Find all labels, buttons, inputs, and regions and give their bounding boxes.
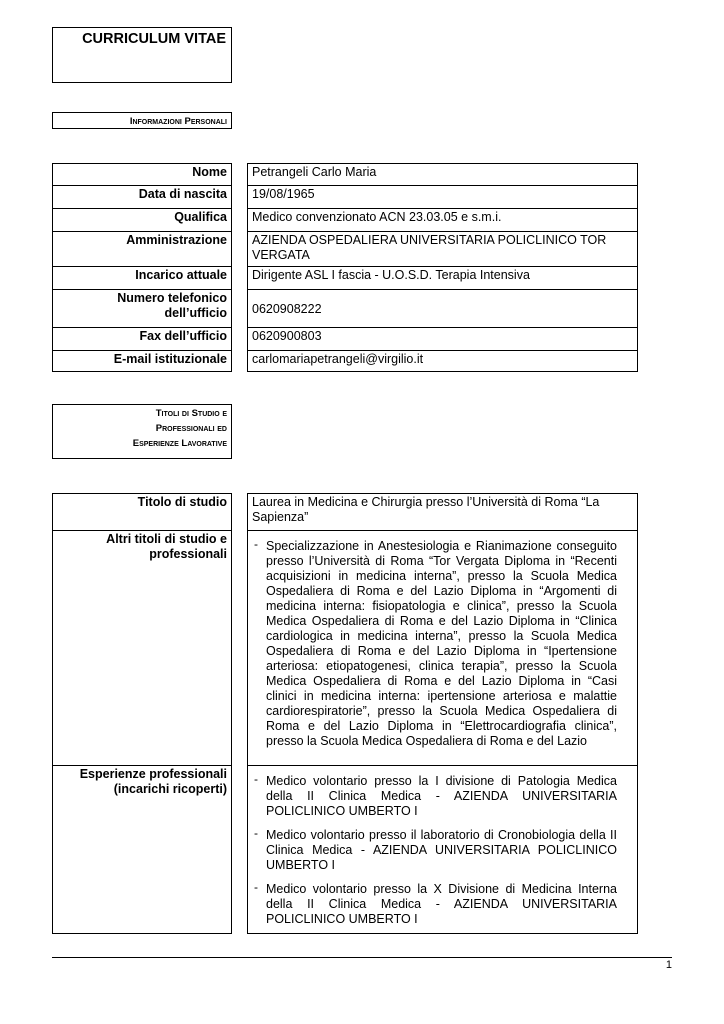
label-altri-titoli: Altri titoli di studio e professionali [52, 530, 232, 766]
list-item [252, 539, 617, 749]
footer-divider [52, 957, 672, 958]
section-studies-line-3: Esperienze Lavorative [132, 438, 227, 449]
label-telefono: Numero telefonico dell’ufficio [52, 289, 232, 328]
value-altri-titoli [247, 530, 638, 766]
esperienza-text: Medico volontario presso il laboratorio di Cronobiologia della II Clinica Medica - AZIENDA UNIVERSITARIA POLICLINICO UMBERTO I [266, 828, 617, 872]
value-qualifica: Medico convenzionato ACN 23.03.05 e s.m.i. [247, 208, 638, 232]
value-nome: Petrangeli Carlo Maria [247, 163, 638, 186]
value-email: carlomariapetrangeli@virgilio.it [247, 350, 638, 372]
esperienza-text: Medico volontario presso la I divisione di Patologia Medica della II Clinica Medica - AZIENDA UNIVERSITARIA POLICLINICO UMBERTO I [266, 774, 617, 818]
value-incarico-attuale: Dirigente ASL I fascia - U.O.S.D. Terapia Intensiva [247, 266, 638, 290]
value-titolo-studio: Laurea in Medicina e Chirurgia presso l’Università di Roma “La Sapienza” [247, 493, 638, 531]
esperienza-text: Medico volontario presso la X Divisione di Medicina Interna della II Clinica Medica - AZIENDA UNIVERSITARIA POLICLINICO UMBERTO I [266, 882, 617, 926]
bullet-dash-icon: - [254, 880, 258, 894]
label-titolo-studio: Titolo di studio [52, 493, 232, 531]
label-amministrazione: Amministrazione [52, 231, 232, 267]
label-data-nascita: Data di nascita [52, 185, 232, 209]
label-email: E-mail istituzionale [52, 350, 232, 372]
bullet-dash-icon: - [254, 826, 258, 840]
value-fax: 0620900803 [247, 327, 638, 351]
label-qualifica: Qualifica [52, 208, 232, 232]
section-personal-info: Informazioni Personali [52, 112, 232, 129]
value-esperienze [247, 765, 638, 934]
value-telefono: 0620908222 [247, 289, 638, 328]
label-esperienze: Esperienze professionali (incarichi ricoperti) [52, 765, 232, 934]
label-incarico-attuale: Incarico attuale [52, 266, 232, 290]
bullet-dash-icon: - [254, 772, 258, 786]
value-data-nascita: 19/08/1965 [247, 185, 638, 209]
section-studies-line-1: Titoli di Studio e [155, 408, 227, 419]
section-studies [52, 404, 232, 459]
list-item [252, 882, 617, 927]
bullet-dash-icon: - [254, 537, 258, 551]
cv-title: CURRICULUM VITAE [52, 27, 232, 83]
page-number: 1 [665, 959, 672, 971]
list-item [252, 774, 617, 819]
label-fax: Fax dell’ufficio [52, 327, 232, 351]
list-item [252, 828, 617, 873]
section-studies-line-2: Professionali ed [155, 423, 227, 434]
label-nome: Nome [52, 163, 232, 186]
value-amministrazione: AZIENDA OSPEDALIERA UNIVERSITARIA POLICLINICO TOR VERGATA [247, 231, 638, 267]
altri-titoli-text: Specializzazione in Anestesiologia e Rianimazione conseguito presso l’Università di Roma “Tor Vergata Diploma in “Recenti acquisizioni in medicina interna”, presso la Scuola Medica Ospedaliera di Roma e del Lazio Diploma in “Argomenti di medicina interna: fisiopatologia e clinica”, presso la Scuola Medica Ospedaliera di Roma e del Lazio Diploma in “Clinica cardiologica in medicina interna”, presso la Scuola Medica Ospedaliera di Roma e del Lazio Diploma in “Ipertensione arteriosa: etiopatogenesi, clinica terapia”, presso la Scuola Medica Ospedaliera di Roma e del Lazio Diploma in “Casi clinici in medicina interna: ipertensione arteriosa e malattie cardiorespiratorie”, presso la Scuola Medica Ospedaliera di Roma e del Lazio Diploma in “Elettrocardiografia clinica”, presso la Scuola Medica Ospedaliera di Roma e del Lazio [266, 539, 617, 748]
